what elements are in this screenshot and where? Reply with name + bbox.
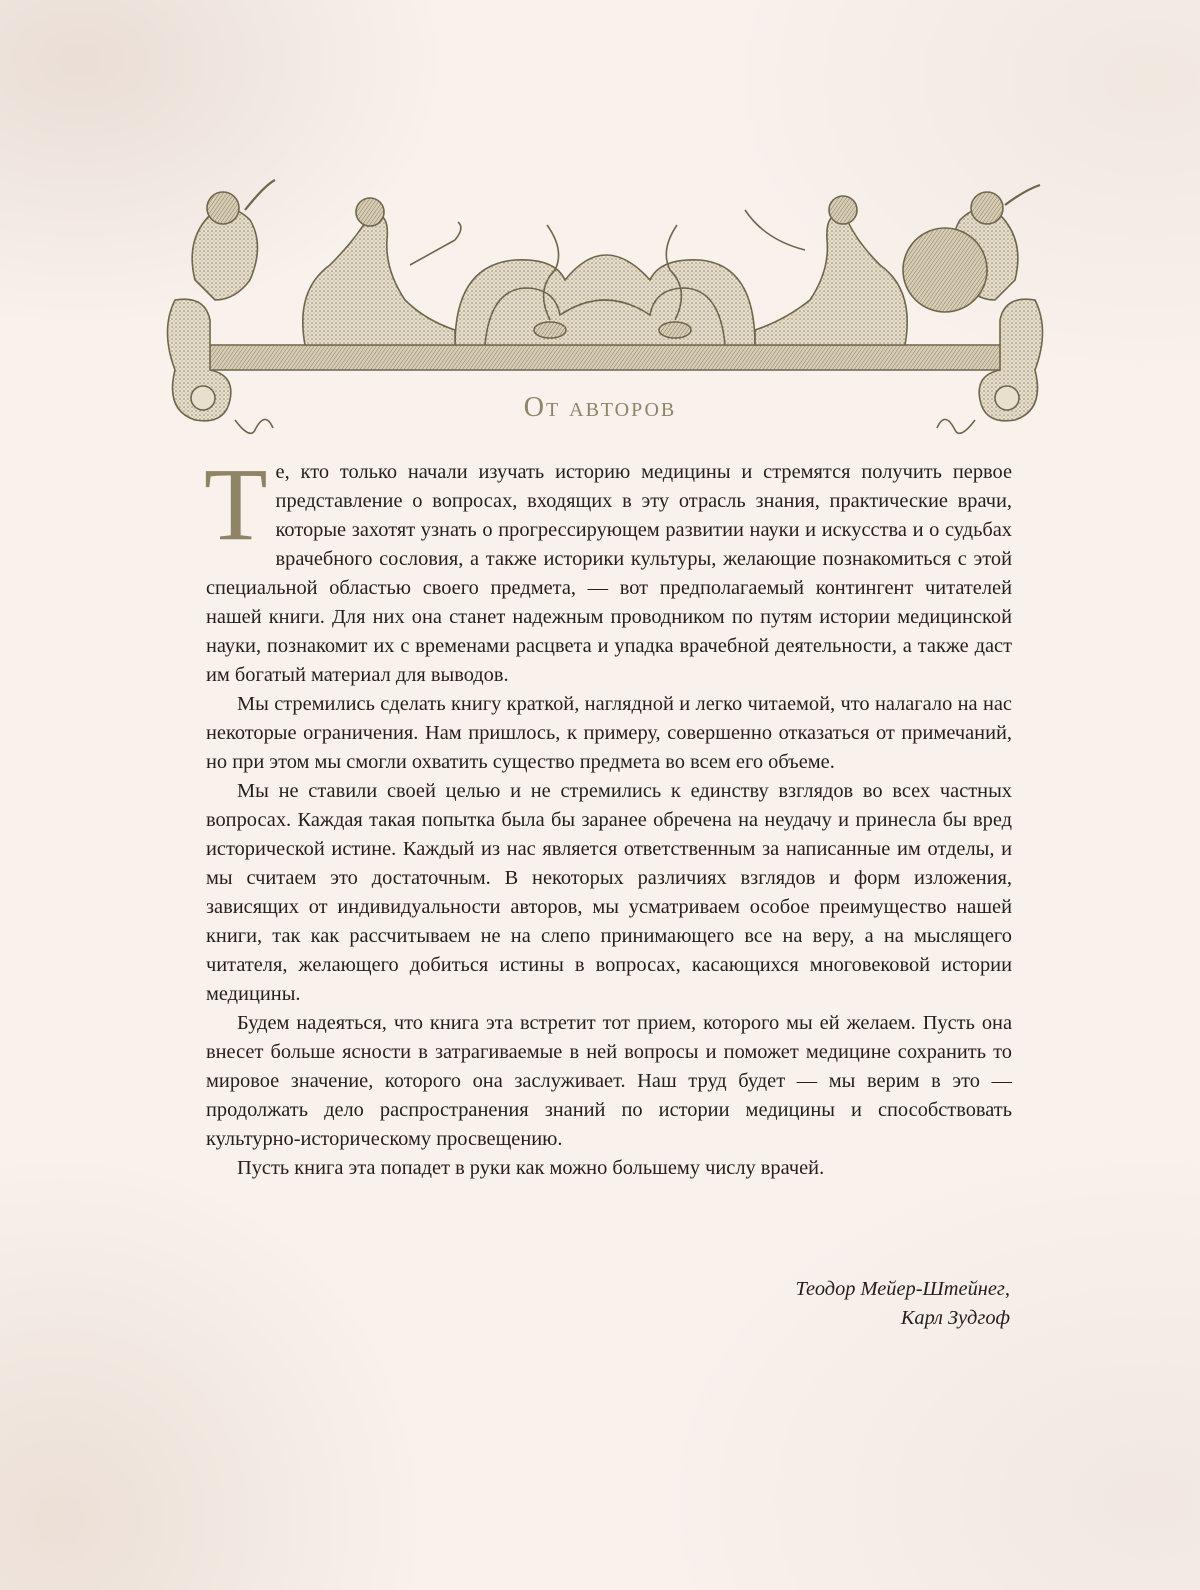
drop-cap: Т bbox=[204, 447, 268, 562]
author-name: Теодор Мейер-Штейнег, bbox=[795, 1278, 1010, 1300]
paragraph: Мы не ставили своей целью и не стремились к единству взглядов во всех частных вопросах. Каждая такая попытка была бы заранее обречена на неудачу и принесла бы вред исторической истине. Каждый из нас является ответственным за написанные им отделы, и мы считаем это достаточным. В некоторых различиях взглядов и форм изложения, зависящих от индивидуальности авторов, мы усматриваем особое преимущество нашей книги, так как рассчитываем не на слепо принимающего все на веру, а на мыслящего читателя, желающего добиться истины в вопросах, касающихся многовековой истории медицины. bbox=[206, 780, 1012, 1005]
paragraph: Мы стремились сделать книгу краткой, наглядной и легко читаемой, что налагало на нас некоторые ограничения. Нам пришлось, к примеру, совершенно отказаться от примечаний, но при этом мы смогли охватить существо предмета во всем его объеме. bbox=[206, 693, 1012, 773]
paragraph bbox=[204, 447, 1012, 690]
body-text bbox=[204, 447, 1012, 1183]
paragraph: Пусть книга эта попадет в руки как можно большему числу врачей. bbox=[237, 1157, 825, 1179]
paragraph-text: е, кто только начали изучать историю медицины и стремятся получить первое представление о вопросах, входящих в эту отрасль знания, практические врачи, которые захотят узнать о прогрессирующем развитии науки и искусства и о судьбах врачебного сословия, а также историки культуры, желающие познакомиться с этой специальной областью своего предмета, — вот предполагаемый контингент читателей нашей книги. Для них она станет надежным проводником по путям истории медицинской науки, познакомит их с временами расцвета и упадка врачебной деятельности, а также даст им богатый материал для выводов. bbox=[206, 461, 1012, 686]
paragraph: Будем надеяться, что книга эта встретит тот прием, которого мы ей желаем. Пусть она внесет больше ясности в затрагиваемые в ней вопросы и поможет медицине сохранить то мировое значение, которого она заслуживает. Наш труд будет — мы верим в это — продолжать дело распространения знаний по истории медицины и способствовать культурно-историческому просвещению. bbox=[206, 1012, 1012, 1150]
author-signature bbox=[795, 1275, 1010, 1333]
author-name: Карл Зудгоф bbox=[900, 1307, 1010, 1329]
section-title: От авторов bbox=[523, 392, 677, 423]
